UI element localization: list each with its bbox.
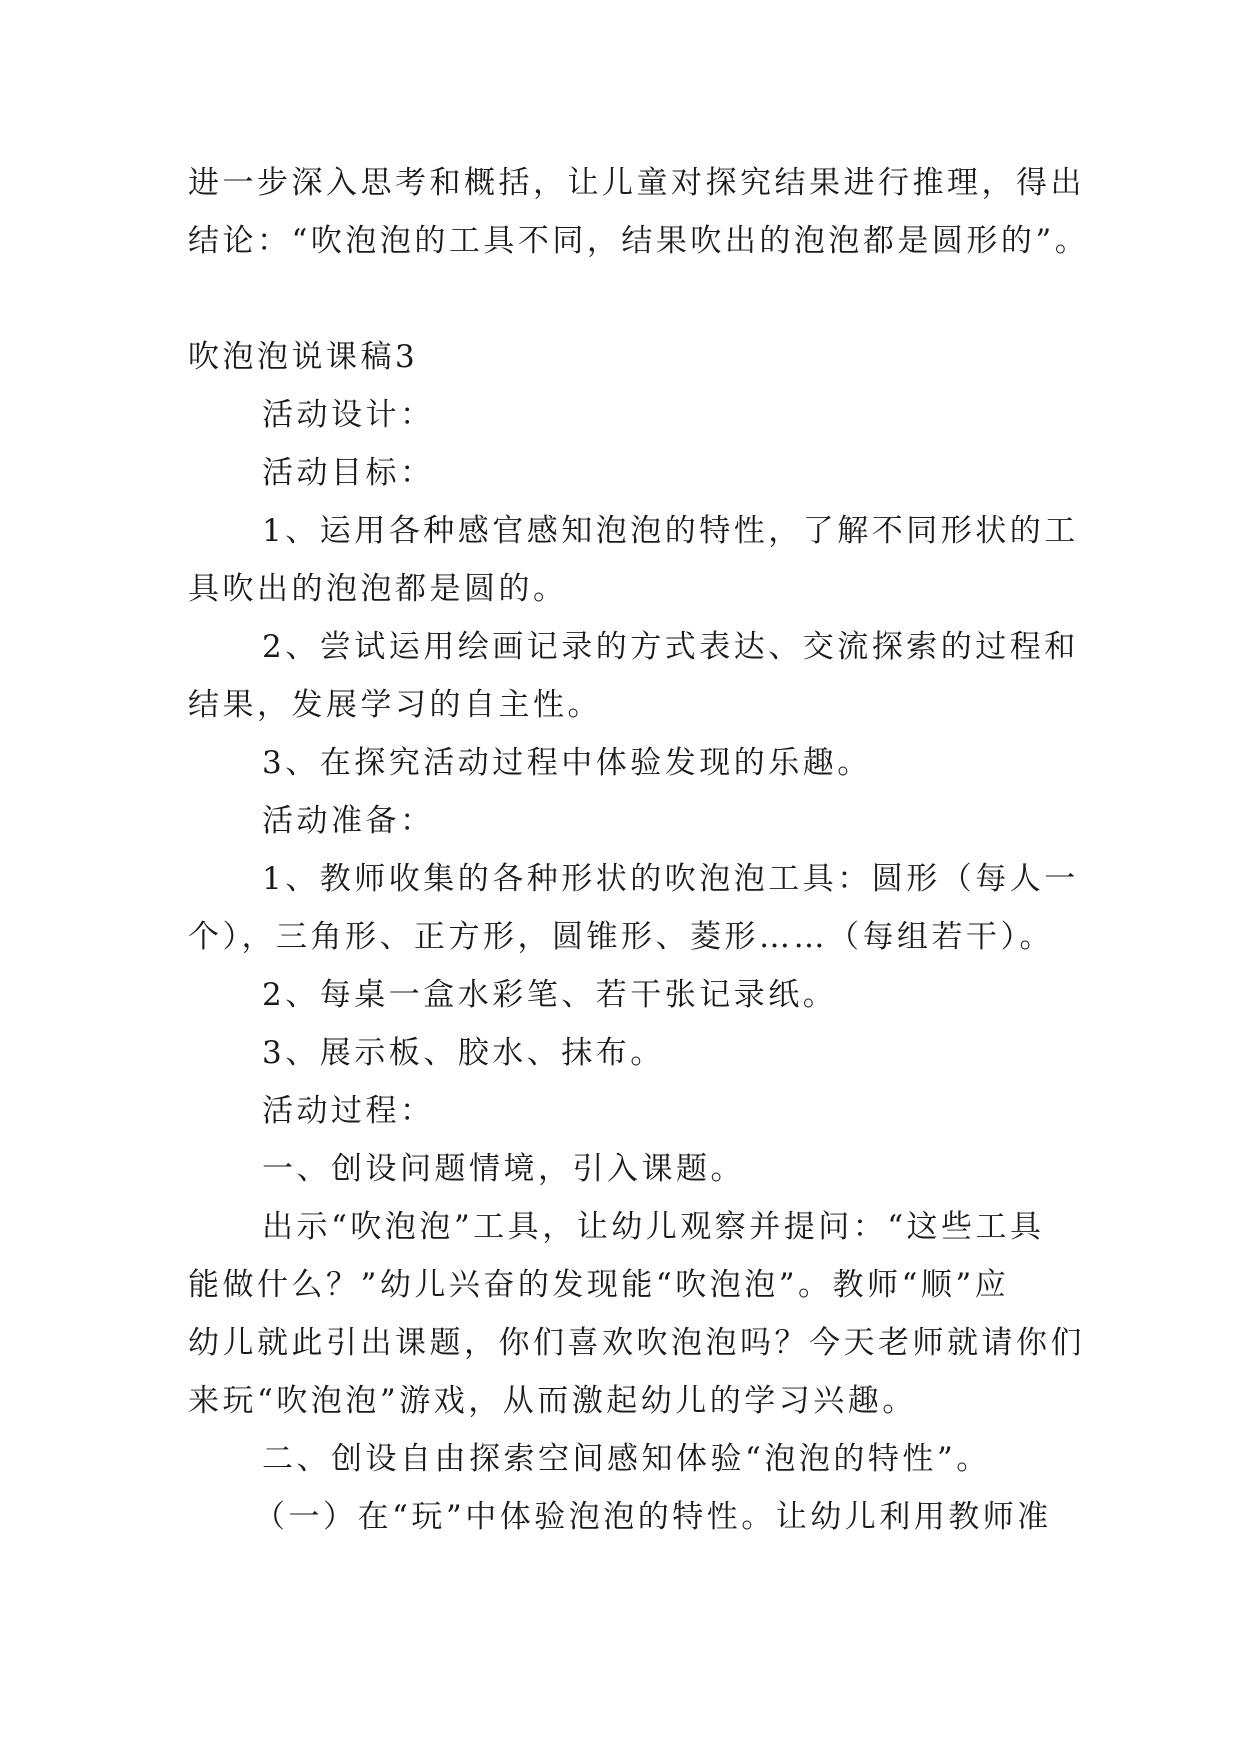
paragraph-line: 出示“吹泡泡”工具，让幼儿观察并提问：“这些工具: [262, 1209, 1045, 1245]
paragraph-line: 能做什么？”幼儿兴奋的发现能“吹泡泡”。教师“顺”应: [188, 1267, 1010, 1303]
list-item-continued: 具吹出的泡泡都是圆的。: [188, 571, 568, 607]
section-heading: 吹泡泡说课稿3: [188, 339, 419, 375]
paragraph-line: 幼儿就此引出课题，你们喜欢吹泡泡吗？今天老师就请你们: [188, 1325, 1085, 1361]
paragraph-line: 进一步深入思考和概括，让儿童对探究结果进行推理，得出: [188, 165, 1085, 201]
subheading: 活动准备：: [262, 803, 435, 839]
paragraph-line: 二、创设自由探索空间感知体验“泡泡的特性”。: [262, 1441, 991, 1477]
list-item-continued: 个），三角形、正方形，圆锥形、菱形……（每组若干）。: [188, 919, 1054, 955]
paragraph-line: （一）在“玩”中体验泡泡的特性。让幼儿利用教师准: [254, 1499, 1052, 1535]
list-item: 1、运用各种感官感知泡泡的特性，了解不同形状的工: [262, 513, 1079, 549]
paragraph-line: 一、创设问题情境，引入课题。: [262, 1151, 745, 1187]
list-item: 3、在探究活动过程中体验发现的乐趣。: [262, 745, 872, 781]
subheading: 活动过程：: [262, 1093, 435, 1129]
list-item-continued: 结果，发展学习的自主性。: [188, 687, 602, 723]
list-item: 2、尝试运用绘画记录的方式表达、交流探索的过程和: [262, 629, 1079, 665]
subheading: 活动设计：: [262, 397, 435, 433]
list-item: 1、教师收集的各种形状的吹泡泡工具：圆形（每人一: [262, 861, 1079, 897]
list-item: 3、展示板、胶水、抹布。: [262, 1035, 665, 1071]
list-item: 2、每桌一盒水彩笔、若干张记录纸。: [262, 977, 838, 1013]
subheading: 活动目标：: [262, 455, 435, 491]
paragraph-line: 来玩“吹泡泡”游戏，从而激起幼儿的学习兴趣。: [188, 1383, 917, 1419]
paragraph-line: 结论：“吹泡泡的工具不同，结果吹出的泡泡都是圆形的”。: [188, 223, 1090, 259]
